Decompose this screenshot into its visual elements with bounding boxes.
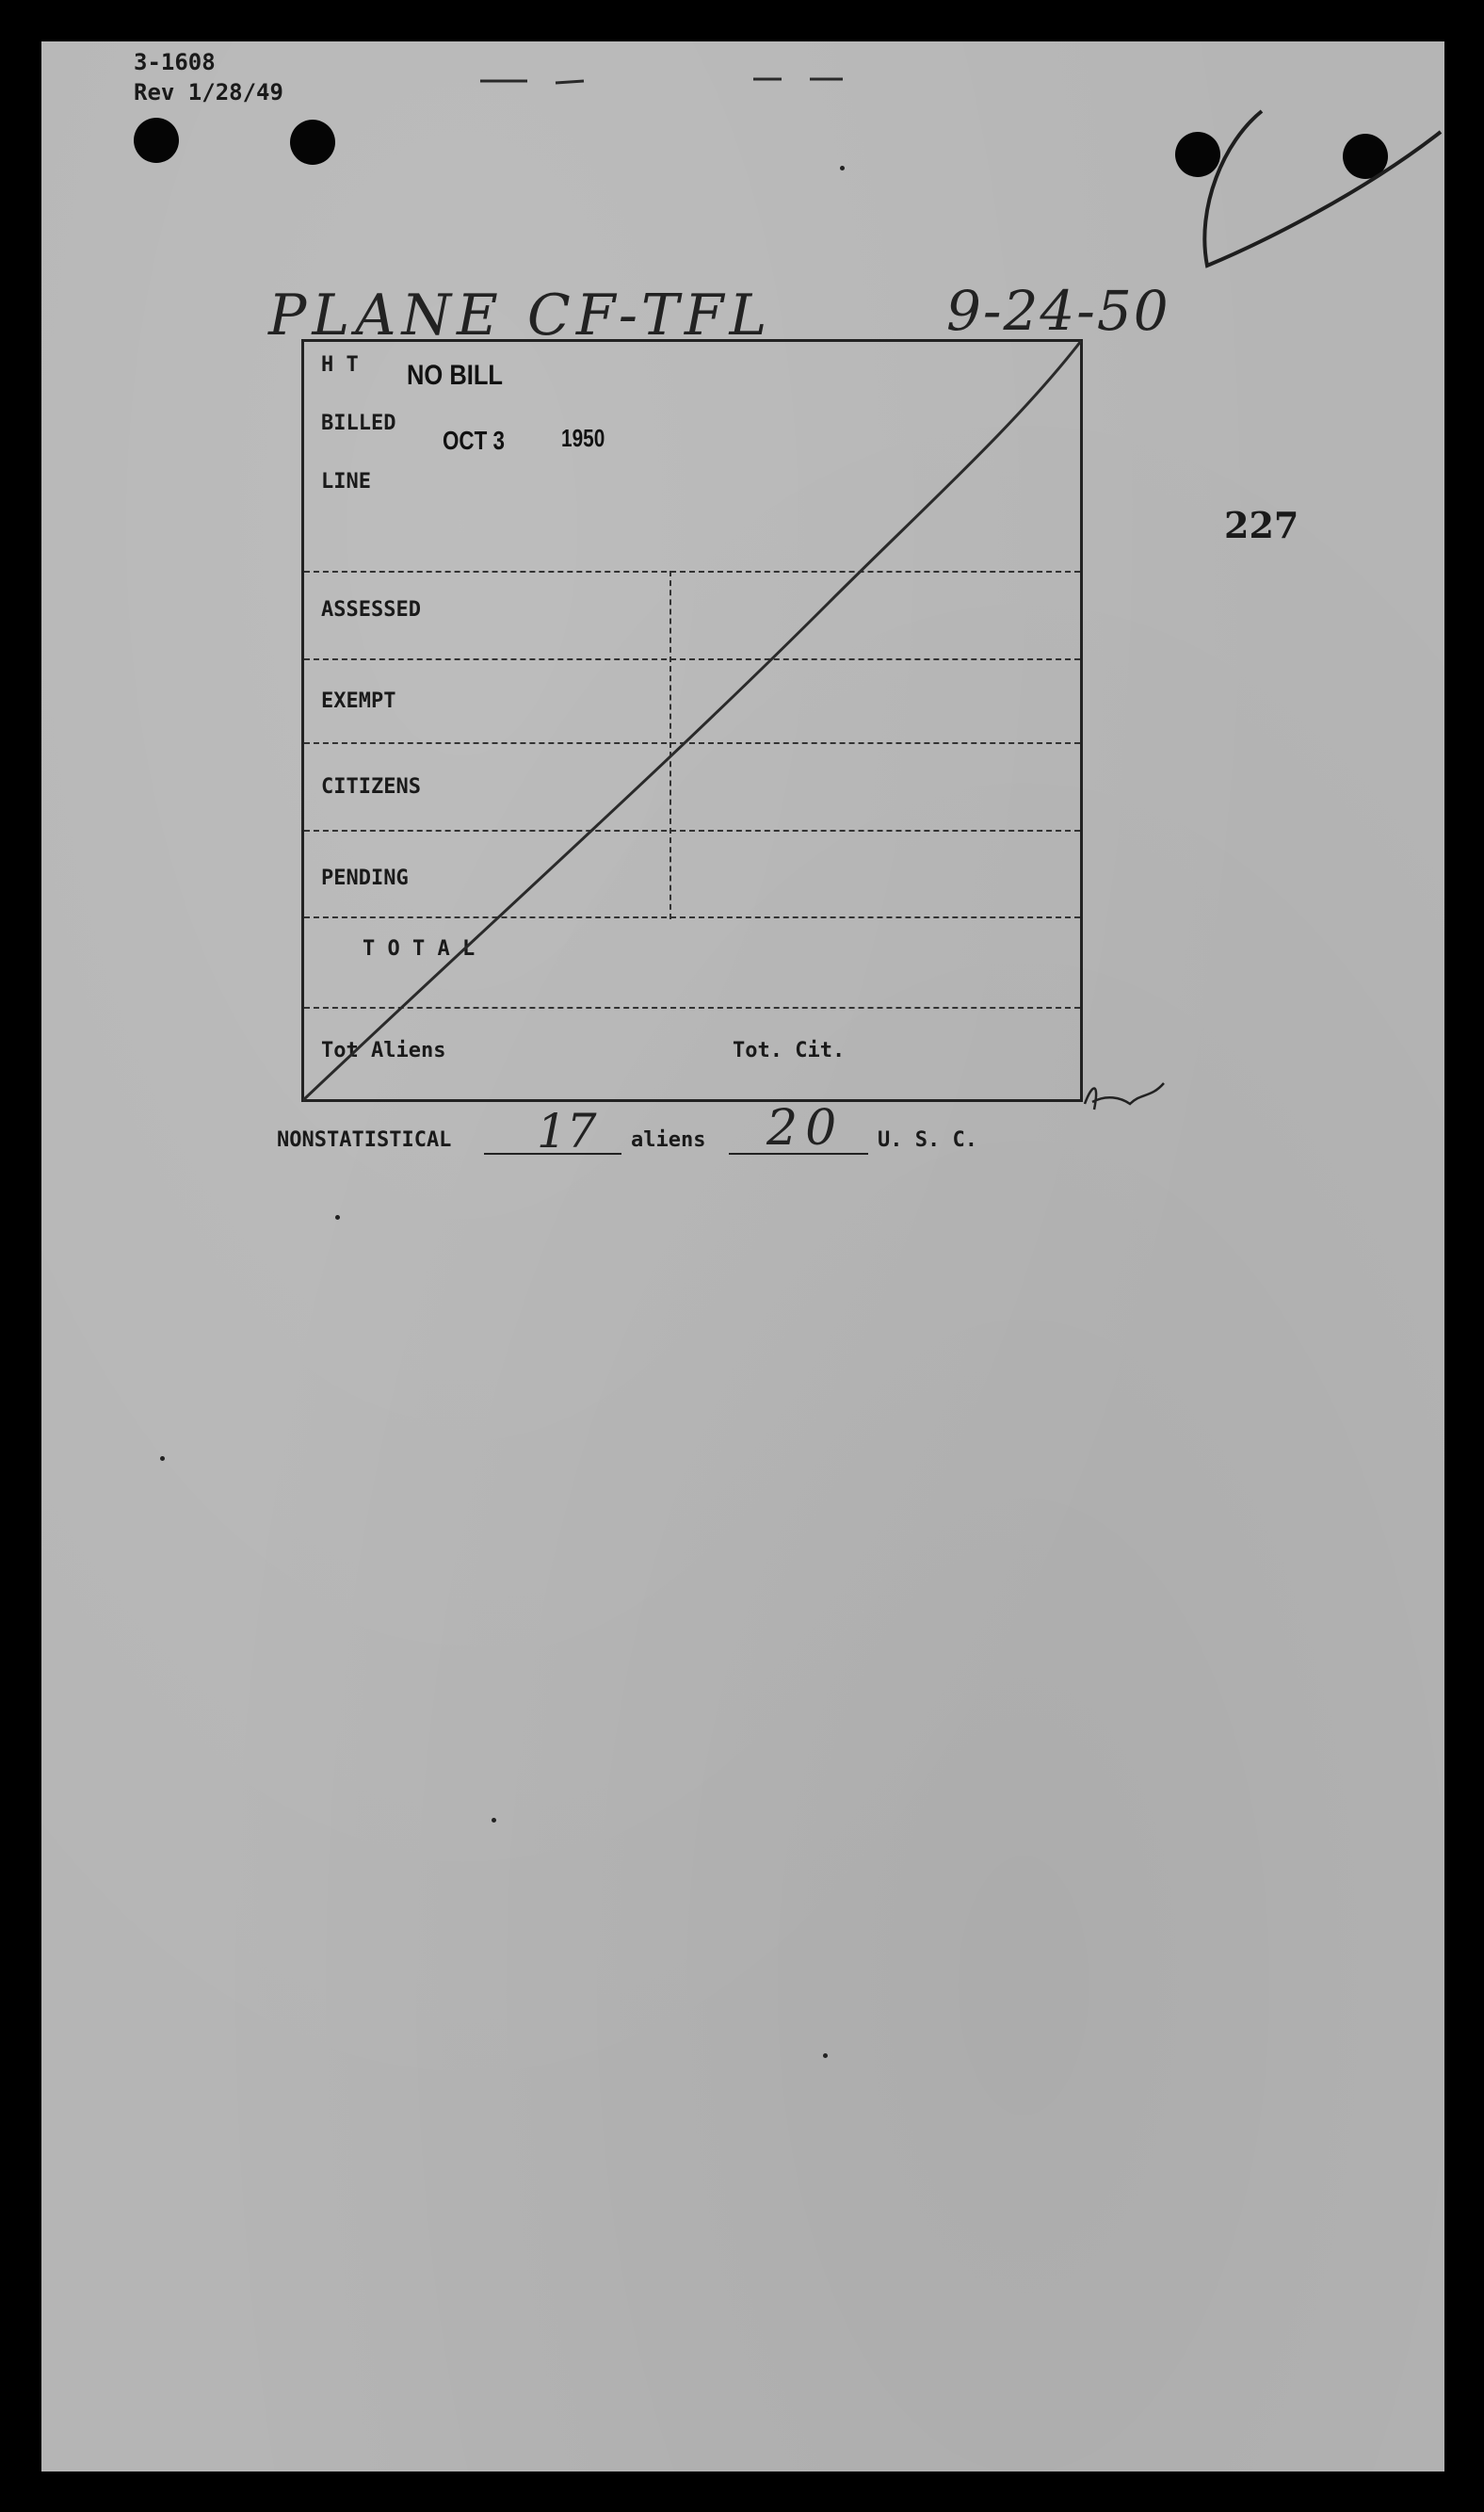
divider-line: [304, 571, 1080, 573]
row-label-pending: PENDING: [321, 867, 409, 890]
ht-label: H T: [321, 353, 359, 377]
line-label: LINE: [321, 470, 371, 494]
aliens-label: aliens: [631, 1128, 706, 1152]
form-revision: Rev 1/28/49: [134, 79, 283, 105]
nonstat-aliens-handwritten: 17: [537, 1104, 597, 1159]
billed-label: BILLED: [321, 412, 396, 435]
tot-aliens-label: Tot Aliens: [321, 1039, 446, 1062]
total-label: T O T A L: [363, 937, 476, 961]
punch-hole-left-1: [134, 118, 179, 163]
vessel-handwritten: PLANE CF-TFL: [268, 283, 773, 348]
row-label-assessed: ASSESSED: [321, 598, 421, 622]
date-stamp-year: 1950: [561, 424, 605, 452]
nonstat-usc-handwritten: 20: [766, 1100, 845, 1157]
manifest-tally-box: [301, 339, 1083, 1102]
column-divider: [669, 571, 671, 919]
date-stamp-month-day: OCT 3: [443, 426, 505, 455]
nonstatistical-label: NONSTATISTICAL: [277, 1128, 452, 1152]
speck-mark: [335, 1215, 340, 1220]
divider-line: [304, 1007, 1080, 1009]
folio-number: 227: [1224, 504, 1299, 546]
punch-hole-right-1: [1175, 132, 1220, 177]
divider-line: [304, 916, 1080, 918]
divider-line: [304, 742, 1080, 744]
speck-mark: [160, 1456, 165, 1461]
row-label-citizens: CITIZENS: [321, 775, 421, 799]
no-bill-stamp: NO BILL: [407, 360, 503, 391]
row-label-exempt: EXEMPT: [321, 689, 396, 713]
punch-hole-right-2: [1343, 134, 1388, 179]
usc-label: U. S. C.: [878, 1128, 977, 1152]
divider-line: [304, 658, 1080, 660]
divider-line: [304, 830, 1080, 832]
punch-hole-left-2: [290, 120, 335, 165]
date-handwritten: 9-24-50: [946, 279, 1170, 343]
speck-mark: [492, 1818, 496, 1823]
form-number: 3-1608: [134, 49, 216, 75]
speck-mark: [823, 2053, 828, 2058]
tot-cit-label: Tot. Cit.: [733, 1039, 846, 1062]
speck-mark: [840, 166, 845, 170]
